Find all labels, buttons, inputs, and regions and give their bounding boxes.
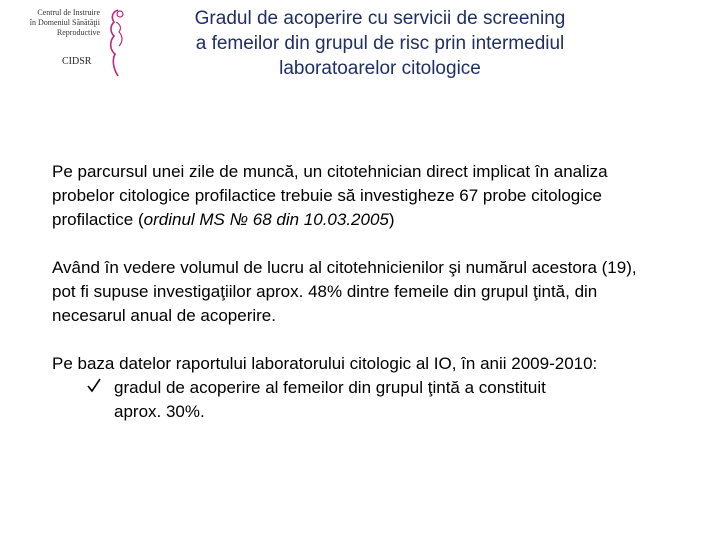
slide-title — [130, 6, 630, 81]
logo-text — [8, 8, 100, 38]
order-reference: ordinul MS № 68 din 10.03.2005 — [143, 210, 389, 229]
paragraph-report — [52, 352, 662, 424]
logo-line: Centrul de Instruire — [37, 8, 100, 17]
paragraph-workload — [52, 160, 662, 232]
bullet-item — [52, 376, 662, 424]
logo — [8, 6, 128, 76]
title-line: laboratoarelor citologice — [279, 58, 481, 79]
title-line: a femeilor din grupul de risc prin intermediul — [195, 33, 565, 54]
logo-abbreviation: CIDSR — [62, 56, 92, 67]
bullet-line: aprox. 30%. — [114, 402, 205, 421]
report-intro: Pe baza datelor raportului laboratorului citologic al IO, în anii 2009-2010: — [52, 354, 598, 373]
bullet-text — [108, 376, 546, 424]
bullet-line: gradul de acoperire al femeilor din grupul ţintă a constituit — [114, 378, 546, 397]
logo-line: Reproductive — [56, 28, 100, 37]
checkmark-icon — [86, 376, 108, 401]
paragraph-capacity: Având în vedere volumul de lucru al citotehnicienilor şi numărul acestora (19), pot fi supuse investigaţiilor aprox. 48% dintre femeile din grupul ţintă, din necesarul anual de acoperire. — [52, 258, 637, 325]
title-line: Gradul de acoperire cu servicii de screening — [194, 8, 566, 29]
woman-silhouette-icon — [104, 6, 130, 78]
closing-paren: ) — [388, 210, 395, 229]
paragraph-text: Pe parcursul unei zile de muncă, un citotehnician direct implicat în analiza probelor citologice profilactice trebuie să investigheze 67 probe citologice profilactice ( — [52, 162, 608, 229]
slide-content — [52, 160, 662, 424]
logo-line: în Domeniul Sănătăţii — [29, 18, 100, 27]
